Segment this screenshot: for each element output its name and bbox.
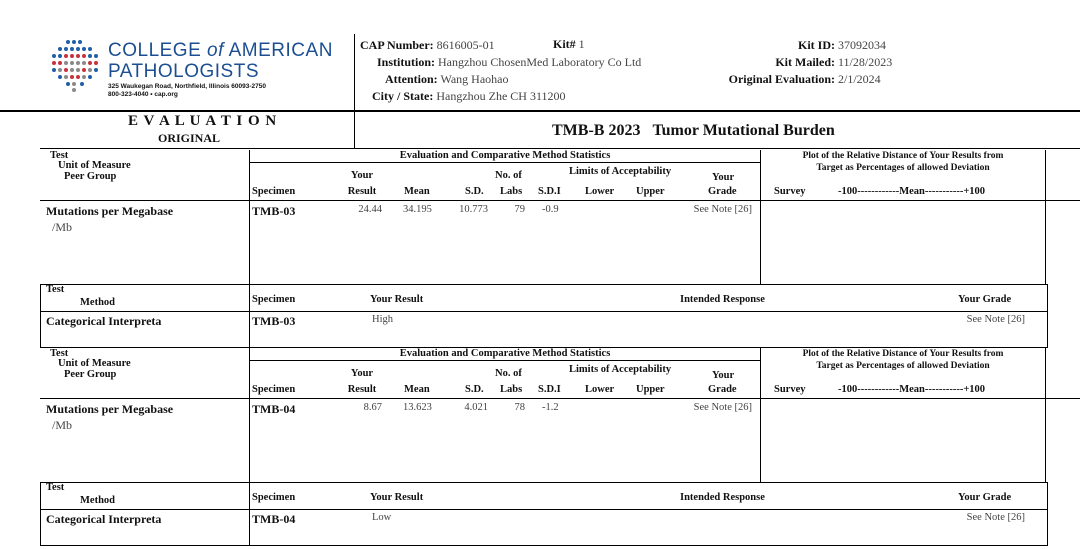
labs-value: 78 — [514, 402, 525, 413]
cat-grade-note-link[interactable]: See Note [26] — [966, 512, 1025, 523]
cat-col-intended: Intended Response — [680, 492, 765, 503]
cat-col-test: Test — [46, 482, 65, 493]
col-nolabs: No. of — [495, 368, 522, 379]
mean-value: 34.195 — [403, 204, 432, 215]
col-specimen: Specimen — [252, 384, 296, 395]
kit-mailed: 11/28/2023 — [838, 55, 893, 69]
orig-eval: 2/1/2024 — [838, 72, 881, 86]
cat-specimen: TMB-04 — [252, 512, 296, 526]
test-name: Mutations per Megabase — [46, 402, 174, 416]
cat-col-specimen: Specimen — [252, 492, 296, 503]
plot-title-1: Plot of the Relative Distance of Your Results from — [802, 349, 1004, 359]
sdi-value: -0.9 — [542, 204, 559, 215]
plot-title-2: Target as Percentages of allowed Deviation — [816, 361, 990, 371]
labs-value: 79 — [514, 204, 525, 215]
org-name-line2: PATHOLOGISTS — [108, 61, 259, 82]
col-limits: Limits of Acceptability — [569, 166, 672, 177]
col-result: Result — [347, 384, 377, 395]
stats-section-title: Evaluation and Comparative Method Statistics — [399, 348, 611, 359]
attention: Wang Haohao — [440, 72, 509, 86]
mean-value: 13.623 — [403, 402, 432, 413]
org-contact: 800-323-4040 • cap.org — [108, 91, 178, 98]
org-name-b: AMERICAN — [223, 40, 333, 61]
sd-value: 4.021 — [464, 402, 488, 413]
col-grade-1: Your — [712, 172, 735, 183]
col-peer: Peer Group — [64, 171, 117, 182]
survey-code: TMB-B 2023 — [552, 122, 641, 139]
col-sdi: S.D.I — [538, 384, 561, 395]
col-labs: Labs — [500, 384, 523, 395]
specimen: TMB-03 — [252, 204, 296, 218]
col-unit: Unit of Measure — [58, 358, 131, 369]
cap-number-label: CAP Number: — [360, 38, 434, 52]
col-grade-2: Grade — [708, 186, 737, 197]
col-limits: Limits of Acceptability — [569, 364, 672, 375]
col-specimen: Specimen — [252, 186, 296, 197]
grade-note-link[interactable]: See Note [26] — [693, 204, 752, 215]
cat-col-result: Your Result — [370, 294, 424, 305]
kit-id-label: Kit ID: — [798, 38, 835, 52]
plot-title-2: Target as Percentages of allowed Deviation — [816, 163, 990, 173]
col-lower: Lower — [585, 186, 615, 197]
cat-test-name: Categorical Interpreta — [46, 512, 162, 526]
kit-label: Kit# — [553, 37, 576, 51]
your-result: 8.67 — [363, 402, 382, 413]
col-grade-1: Your — [712, 370, 735, 381]
institution-label: Institution: — [377, 55, 436, 69]
org-name-a: COLLEGE — [108, 40, 208, 61]
plot-survey: Survey — [774, 384, 806, 395]
org-name-of: of — [207, 40, 224, 61]
cat-col-result: Your Result — [370, 492, 424, 503]
plot-title-1: Plot of the Relative Distance of Your Results from — [802, 151, 1004, 161]
header-info — [360, 37, 641, 105]
cat-your-result: High — [372, 314, 393, 325]
city: Hangzhou Zhe CH 311200 — [436, 89, 566, 103]
evaluation-title: E V A L U A T I O N — [128, 113, 278, 129]
plot-scale: -100------------Mean-----------+100 — [838, 384, 986, 395]
cat-col-specimen: Specimen — [252, 294, 296, 305]
col-your: Your — [350, 170, 374, 181]
unit-of-measure: /Mb — [52, 220, 73, 234]
col-result: Result — [347, 186, 377, 197]
cat-specimen: TMB-03 — [252, 314, 296, 328]
kit-info — [700, 37, 910, 88]
col-grade-2: Grade — [708, 384, 737, 395]
cat-your-result: Low — [372, 512, 392, 523]
kit-mailed-label: Kit Mailed: — [775, 55, 835, 69]
cat-test-name: Categorical Interpreta — [46, 314, 162, 328]
cap-number: 8616005-01 — [436, 38, 495, 52]
orig-eval-label: Original Evaluation: — [728, 72, 835, 86]
cat-col-method: Method — [80, 495, 115, 506]
city-label: City / State: — [372, 89, 434, 103]
institution: Hangzhou ChosenMed Laboratory Co Ltd — [438, 55, 642, 69]
specimen: TMB-04 — [252, 402, 296, 416]
col-upper: Upper — [636, 384, 665, 395]
cat-grade-note-link[interactable]: See Note [26] — [966, 314, 1025, 325]
org-address: 325 Waukegan Road, Northfield, Illinois 60093-2750 — [108, 83, 266, 90]
cat-col-grade: Your Grade — [958, 294, 1012, 305]
col-unit: Unit of Measure — [58, 160, 131, 171]
kit-id: 37092034 — [838, 38, 886, 52]
attention-label: Attention: — [385, 72, 438, 86]
col-peer: Peer Group — [64, 369, 117, 380]
cat-col-intended: Intended Response — [680, 294, 765, 305]
plot-survey: Survey — [774, 186, 806, 197]
col-your: Your — [350, 368, 374, 379]
col-lower: Lower — [585, 384, 615, 395]
col-labs: Labs — [500, 186, 523, 197]
cat-col-method: Method — [80, 297, 115, 308]
stats-section-title: Evaluation and Comparative Method Statistics — [399, 150, 611, 161]
col-upper: Upper — [636, 186, 665, 197]
sd-value: 10.773 — [459, 204, 488, 215]
col-sd: S.D. — [465, 384, 484, 395]
sdi-value: -1.2 — [542, 402, 559, 413]
original-label: ORIGINAL — [158, 131, 221, 145]
cat-col-grade: Your Grade — [958, 492, 1012, 503]
survey-title: Tumor Mutational Burden — [652, 122, 835, 139]
col-mean: Mean — [404, 186, 430, 197]
unit-of-measure: /Mb — [52, 418, 73, 432]
cap-logo-dots-icon — [48, 38, 100, 94]
cat-col-test: Test — [46, 284, 65, 295]
col-sd: S.D. — [465, 186, 484, 197]
test-name: Mutations per Megabase — [46, 204, 174, 218]
your-result: 24.44 — [358, 204, 382, 215]
cap-logo — [48, 38, 348, 100]
col-mean: Mean — [404, 384, 430, 395]
kit-number: 1 — [578, 37, 585, 51]
col-sdi: S.D.I — [538, 186, 561, 197]
plot-scale: -100------------Mean-----------+100 — [838, 186, 986, 197]
col-nolabs: No. of — [495, 170, 522, 181]
col-test: Test — [50, 348, 69, 359]
grade-note-link[interactable]: See Note [26] — [693, 402, 752, 413]
col-test: Test — [50, 150, 69, 161]
